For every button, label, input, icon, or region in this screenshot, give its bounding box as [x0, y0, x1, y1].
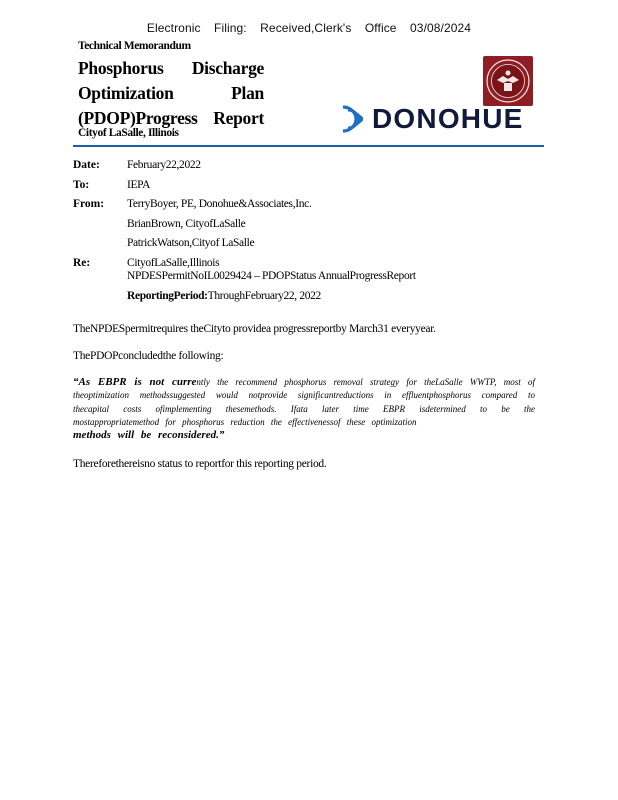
memo-title-line: (PDOP)Progress Report: [78, 108, 264, 128]
reporting-period-label: ReportingPeriod:: [127, 290, 208, 302]
to-label: To:: [73, 179, 90, 191]
quote-closing: methods will be reconsidered.”: [73, 429, 225, 442]
re-label: Re:: [73, 257, 91, 269]
date-label: Date:: [73, 159, 100, 171]
memo-city-line: Cityof LaSalle, Illinois: [78, 127, 179, 139]
from-label: From:: [73, 198, 105, 210]
date-value: February22,2022: [127, 159, 201, 171]
to-value: IEPA: [127, 179, 151, 191]
memo-title-line: Phosphorus Discharge: [78, 58, 264, 78]
from-value: PatrickWatson,Cityof LaSalle: [127, 237, 255, 249]
reporting-period-value: ThroughFebruary22, 2022: [207, 290, 321, 302]
header-divider: [73, 145, 544, 147]
memo-title: [78, 56, 264, 131]
memo-type-label: Technical Memorandum: [78, 40, 191, 52]
donohue-swirl-icon: [335, 103, 371, 135]
pdop-quote: [73, 376, 535, 442]
filing-header: Electronic Filing: Received,Clerk's Office 03/08/2024: [146, 21, 472, 35]
re-value: CityofLaSalle,Illinois: [127, 257, 220, 269]
body-paragraph: TheNPDESpermitrequires theCityto providea progressreportby March31 everyyear.: [73, 323, 436, 335]
re-value: NPDESPermitNoIL0029424 – PDOPStatus AnnualProgressReport: [127, 270, 416, 282]
body-paragraph: Thereforethereisno status to reportfor this reporting period.: [73, 458, 327, 470]
quote-opening: “As EBPR is not curre: [73, 376, 197, 388]
from-value: BrianBrown, CityofLaSalle: [127, 218, 246, 230]
reporting-period: [127, 290, 321, 302]
from-value: TerryBoyer, PE, Donohue&Associates,Inc.: [127, 198, 312, 210]
memo-title-line: Optimization Plan: [78, 83, 264, 103]
city-seal-icon: [483, 56, 533, 106]
donohue-logo-text: DONOHUE: [372, 103, 524, 134]
body-paragraph: ThePDOPconcludedthe following:: [73, 350, 224, 362]
quote-body: ntly the recommend phosphorus removal strategy for theLaSalle WWTP, most of theoptimization methodssuggested would notprovide significantreductions in effluentphosphorus compared to thecapital costs ofimplementing thesemethods. Ifata later time EBPR isdetermined to be the mostappropriatemethod for phosphorus reduction the effectivenessof these optimization: [73, 377, 535, 427]
